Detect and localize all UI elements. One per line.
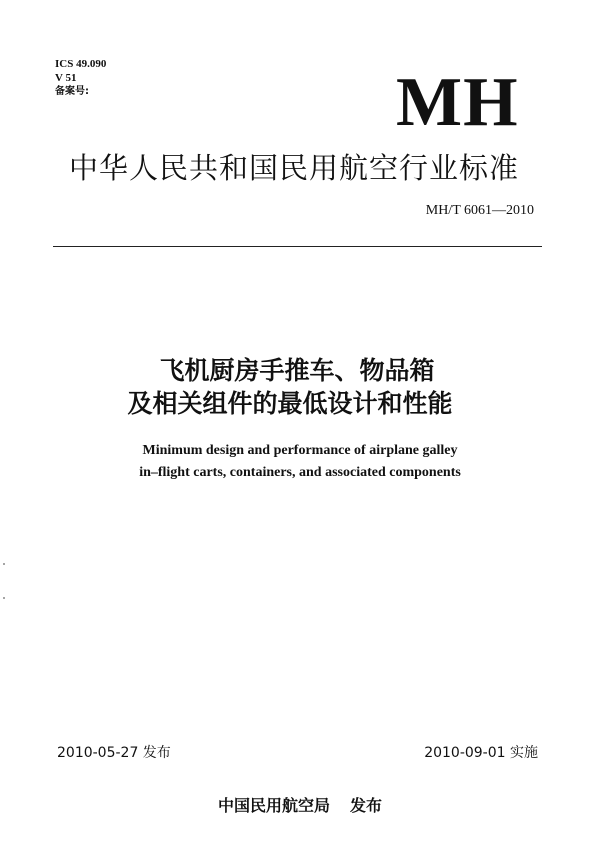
english-title-line-1: Minimum design and performance of airplane galley	[142, 443, 458, 458]
scan-speck	[3, 597, 5, 599]
standard-category-text: 中华人民共和国民用航空行业标准	[68, 151, 519, 185]
ccs-code: V 51	[55, 72, 77, 84]
header-divider	[53, 246, 542, 247]
chinese-title-line-1: 飞机厨房手推车、物品箱	[159, 356, 435, 385]
publisher	[0, 795, 600, 817]
scan-speck	[3, 563, 5, 565]
issue-date: 2010-05-27 发布	[57, 745, 171, 761]
chinese-title-line-2: 及相关组件的最低设计和性能	[127, 389, 453, 418]
chinese-title	[0, 354, 600, 420]
english-title-line-2: in–flight carts, containers, and associated components	[139, 465, 461, 480]
publisher-action: 发布	[350, 796, 383, 815]
english-title	[0, 440, 600, 484]
filing-number: 备案号:	[55, 86, 89, 97]
implementation-date: 2010-09-01 实施	[424, 745, 538, 761]
classification-block	[55, 57, 106, 99]
standard-category-title	[0, 148, 600, 188]
mh-logo: MH	[396, 64, 519, 141]
ics-code: ICS 49.090	[55, 58, 107, 70]
standard-number: MH/T 6061—2010	[425, 203, 534, 218]
publisher-name: 中国民用航空局	[217, 796, 330, 815]
